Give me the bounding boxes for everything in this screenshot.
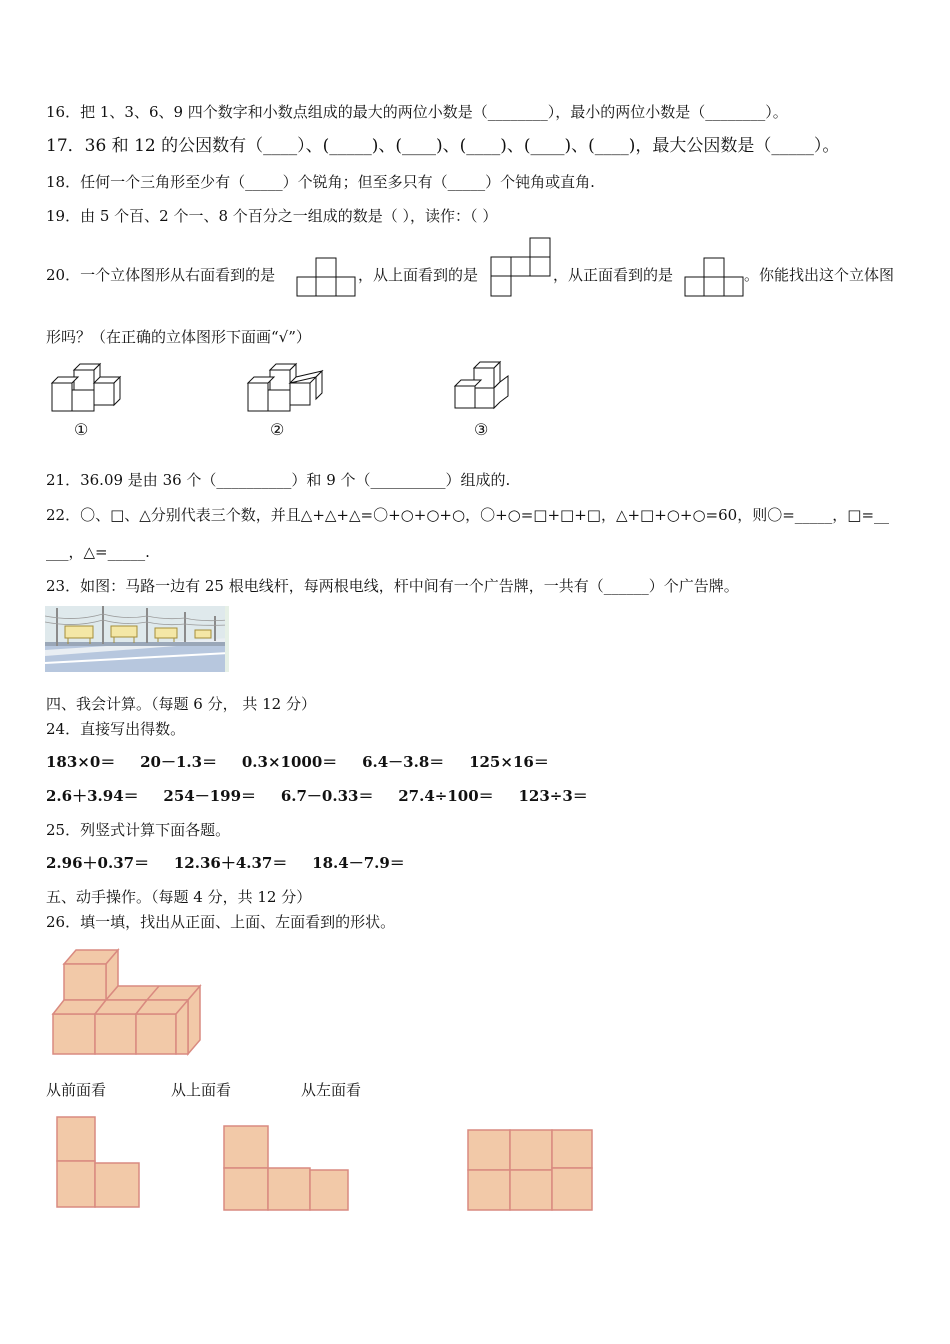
top-view-label: 从上面看 [171, 1081, 232, 1099]
calc-item: 6.7－0.33＝ [280, 787, 374, 805]
section-4-title: 四、我会计算。（每题 6 分， 共 12 分） [46, 695, 316, 713]
front-view-shape [55, 1115, 143, 1211]
question-22-line-2: ___，△=_____. [46, 543, 150, 561]
option-2-solid [240, 356, 326, 414]
calc-item: 6.4－3.8＝ [362, 753, 445, 771]
q20-text-2: ，从上面看到的是 [358, 266, 479, 284]
left-view-label: 从左面看 [301, 1081, 362, 1099]
calc-item: 2.96＋0.37＝ [46, 854, 150, 872]
calc-item: 12.36＋4.37＝ [173, 854, 288, 872]
question-23: 23．如图：马路一边有 25 根电线杆，每两根电线，杆中间有一个广告牌，一共有（______）个广告牌。 [46, 577, 739, 595]
question-22-line-1: 22．〇、□、△分别代表三个数，并且△+△+△=〇+○+○+○，〇+○=□+□+□，△+□+○+○=60，则〇=_____，□=__ [46, 506, 890, 524]
option-3-solid [452, 356, 514, 414]
question-19: 19．由 5 个百、2 个一、8 个百分之一组成的数是（ ），读作：（ ） [46, 207, 498, 225]
q20-text-5: 形吗？（在正确的立体图形下面画“√”） [46, 328, 311, 346]
calc-item: 0.3×1000＝ [241, 753, 338, 771]
question-25: 25．列竖式计算下面各题。 [46, 821, 231, 839]
calc-row-3 [46, 853, 425, 873]
q20-text-3: ，从正面看到的是 [553, 266, 674, 284]
calc-item: 125×16＝ [469, 753, 549, 771]
option-3-label: ③ [474, 420, 489, 439]
view-front-figure [684, 257, 744, 297]
question-18: 18．任何一个三角形至少有（_____）个锐角；但至多只有（_____）个钝角或直角. [46, 173, 595, 191]
view-top-figure [490, 237, 552, 297]
calc-item: 254－199＝ [163, 787, 257, 805]
calc-item: 18.4－7.9＝ [312, 854, 405, 872]
calc-row-1 [46, 752, 569, 772]
view-right-figure [296, 257, 356, 297]
road-illustration [45, 606, 229, 672]
question-21: 21．36.09 是由 36 个（__________）和 9 个（__________）组成的. [46, 471, 511, 489]
calc-item: 27.4÷100＝ [398, 787, 494, 805]
question-16: 16．把 1、3、6、9 四个数字和小数点组成的最大的两位小数是（________），最小的两位小数是（________）。 [46, 103, 788, 121]
front-view-label: 从前面看 [46, 1081, 107, 1099]
calc-row-2 [46, 786, 608, 806]
option-1-label: ① [74, 420, 89, 439]
question-17: 17．36 和 12 的公因数有（____）、(_____)、(____)、(____)、(____)、(____)，最大公因数是（_____）。 [46, 136, 840, 156]
question-24: 24．直接写出得数。 [46, 720, 186, 738]
calc-item: 183×0＝ [46, 753, 116, 771]
calc-item: 2.6＋3.94＝ [46, 787, 139, 805]
q20-text-4: 。你能找出这个立体图 [744, 266, 895, 284]
cube-stack-figure [50, 946, 205, 1058]
calc-item: 123÷3＝ [518, 787, 588, 805]
option-2-label: ② [270, 420, 285, 439]
question-26: 26．填一填，找出从正面、上面、左面看到的形状。 [46, 913, 396, 931]
option-1-solid [44, 356, 124, 414]
calc-item: 20－1.3＝ [140, 753, 218, 771]
q20-text-1: 20．一个立体图形从右面看到的是 [46, 266, 276, 284]
section-5-title: 五、动手操作。（每题 4 分，共 12 分） [46, 888, 312, 906]
top-view-shape [222, 1124, 352, 1214]
left-view-shape [466, 1128, 594, 1212]
